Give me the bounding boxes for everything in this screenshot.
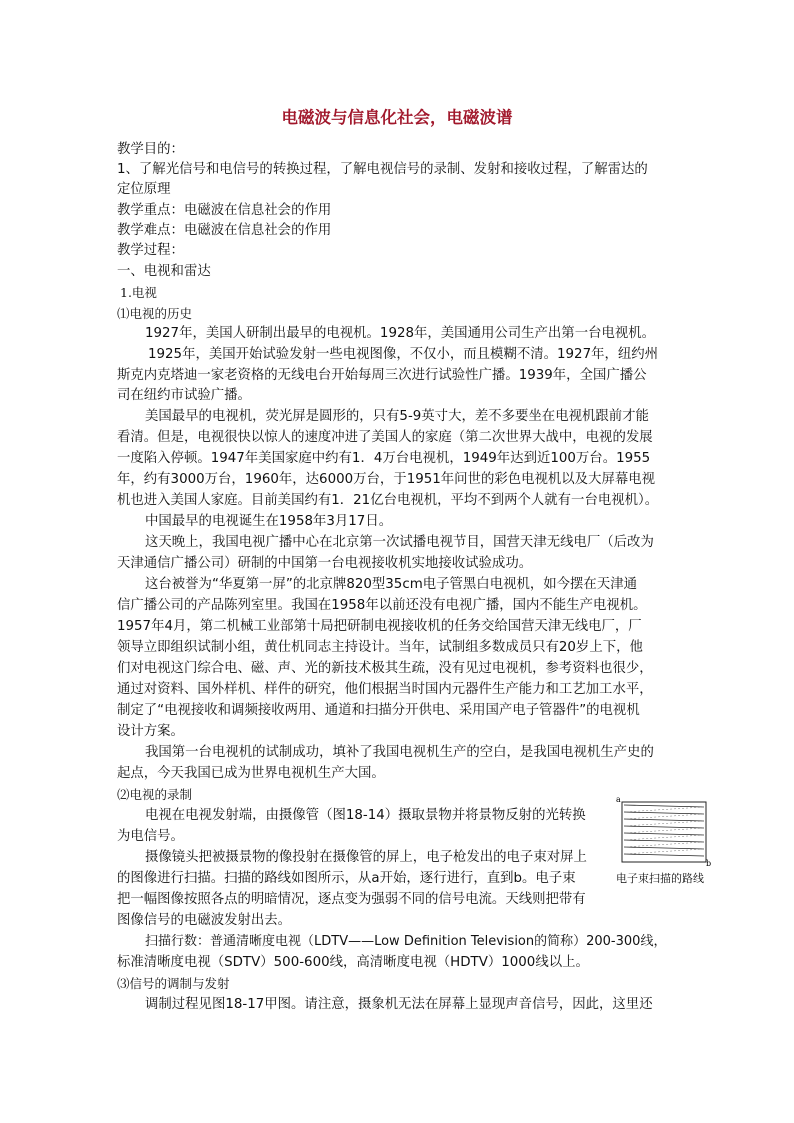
goal-line: 1、了解光信号和电信号的转换过程，了解电视信号的录制、发射和接收过程，了解雷达的 [117, 162, 648, 177]
paragraph-line: 摄像镜头把被摄景物的像投射在摄像管的屏上，电子枪发出的电子束对屏上 [145, 850, 587, 865]
paragraph-line: 领导立即组织试制小组，黄仕机同志主持设计。当年，试制组多数成员只有20岁上下，他 [117, 640, 643, 655]
paragraph-line: 调制过程见图18-17甲图。请注意，摄象机无法在屏幕上显现声音信号，因此，这里还 [145, 997, 653, 1012]
goal-line: 定位原理 [117, 182, 171, 197]
paragraph-line: 为电信号。 [117, 829, 184, 844]
paragraph-line: 信广播公司的产品陈列室里。我国在1958年以前还没有电视广播，国内不能生产电视机。 [117, 598, 647, 613]
figure-caption: 电子束扫描的路线 [616, 872, 704, 885]
paragraph-line: 扫描行数：普通清晰度电视（LDTV——Low Definition Television的简称）200-300线， [145, 934, 667, 949]
subsection-heading: ⑶信号的调制与发射 [117, 976, 230, 991]
paragraph-line: 1927年，美国人研制出最早的电视机。1928年，美国通用公司生产出第一台电视机。 [145, 326, 656, 341]
paragraph-line: 美国最早的电视机，荧光屏是圆形的，只有5-9英寸大，差不多要坐在电视机跟前才能 [145, 409, 649, 424]
paragraph-line: 把一幅图像按照各点的明暗情况，逐点变为强弱不同的信号电流。天线则把带有 [117, 892, 586, 907]
paragraph-line: 我国第一台电视机的试制成功，填补了我国电视机生产的空白，是我国电视机生产史的 [145, 745, 654, 760]
paragraph-line: 们对电视这门综合电、磁、声、光的新技术极其生疏，没有见过电视机，参考资料也很少， [117, 661, 653, 676]
paragraph-line: 起点，今天我国已成为世界电视机生产大国。 [117, 766, 385, 781]
paragraph-line: 标准清晰度电视（SDTV）500-600线，高清晰度电视（HDTV）1000线以上。 [117, 955, 589, 970]
paragraph-line: 设计方案。 [117, 724, 184, 739]
subsection-heading: ⑴电视的历史 [117, 306, 193, 321]
heading-teaching-goal: 教学目的： [117, 142, 184, 157]
paragraph-line: 1925年，美国开始试验发射一些电视图像，不仅小，而且模糊不清。1927年，纽约州 [148, 347, 659, 362]
subsection-heading: 1.电视 [120, 285, 157, 300]
figure-label-a: a [616, 796, 621, 804]
paragraph-line: 这台被誉为“华夏第一屏”的北京牌820型35cm电子管黑白电视机，如今摆在天津通 [145, 577, 637, 592]
paragraph-line: 看清。但是，电视很快以惊人的速度冲进了美国人的家庭（第二次世界大战中，电视的发展 [117, 430, 653, 445]
paragraph-line: 机也进入美国人家庭。目前美国约有1．21亿台电视机，平均不到两个人就有一台电视机）。 [117, 493, 659, 508]
section-heading: 一、电视和雷达 [117, 264, 211, 279]
paragraph-line: 的图像进行扫描。扫描的路线如图所示，从a开始，逐行进行，直到b。电子束 [117, 871, 576, 886]
scan-path-figure [616, 796, 712, 868]
paragraph-line: 年，约有3000万台，1960年，达6000万台，于1951年问世的彩色电视机以及大屏幕电视 [117, 472, 656, 487]
paragraph-line: 1957年4月，第二机械工业部第十局把研制电视接收机的任务交给国营天津无线电厂，厂 [117, 619, 642, 634]
paragraph-line: 斯克内克塔迪一家老资格的无线电台开始每周三次进行试验性广播。1939年，全国广播公 [117, 368, 647, 383]
paragraph-line: 中国最早的电视诞生在1958年3月17日。 [145, 514, 393, 529]
paragraph-line: 天津通信广播公司）研制的中国第一台电视接收机实地接收试验成功。 [117, 556, 533, 571]
figure-screen-frame [622, 802, 706, 862]
difficult-point: 教学难点：电磁波在信息社会的作用 [117, 223, 332, 238]
figure-label-b: b [706, 859, 712, 868]
paragraph-line: 制定了“电视接收和调频接收两用、通道和扫描分开供电、采用国产电子管器件”的电视机 [117, 703, 640, 718]
paragraph-line: 通过对资料、国外样机、样件的研究，他们根据当时国内元器件生产能力和工艺加工水平， [117, 682, 653, 697]
paragraph-line: 一度陷入停顿。1947年美国家庭中约有1．4万台电视机，1949年达到近100万台。1955 [117, 451, 651, 466]
document-title: 电磁波与信息化社会，电磁波谱 [281, 108, 513, 127]
paragraph-line: 这天晚上，我国电视广播中心在北京第一次试播电视节目，国营天津无线电厂（后改为 [145, 535, 654, 550]
paragraph-line: 电视在电视发射端，由摄像管（图18-14）摄取景物并将景物反射的光转换 [145, 808, 586, 823]
paragraph-line: 图像信号的电磁波发射出去。 [117, 913, 292, 928]
subsection-heading: ⑵电视的录制 [117, 787, 193, 802]
key-point: 教学重点：电磁波在信息社会的作用 [117, 203, 332, 218]
heading-process: 教学过程： [117, 243, 184, 258]
paragraph-line: 司在纽约市试验广播。 [117, 388, 251, 403]
